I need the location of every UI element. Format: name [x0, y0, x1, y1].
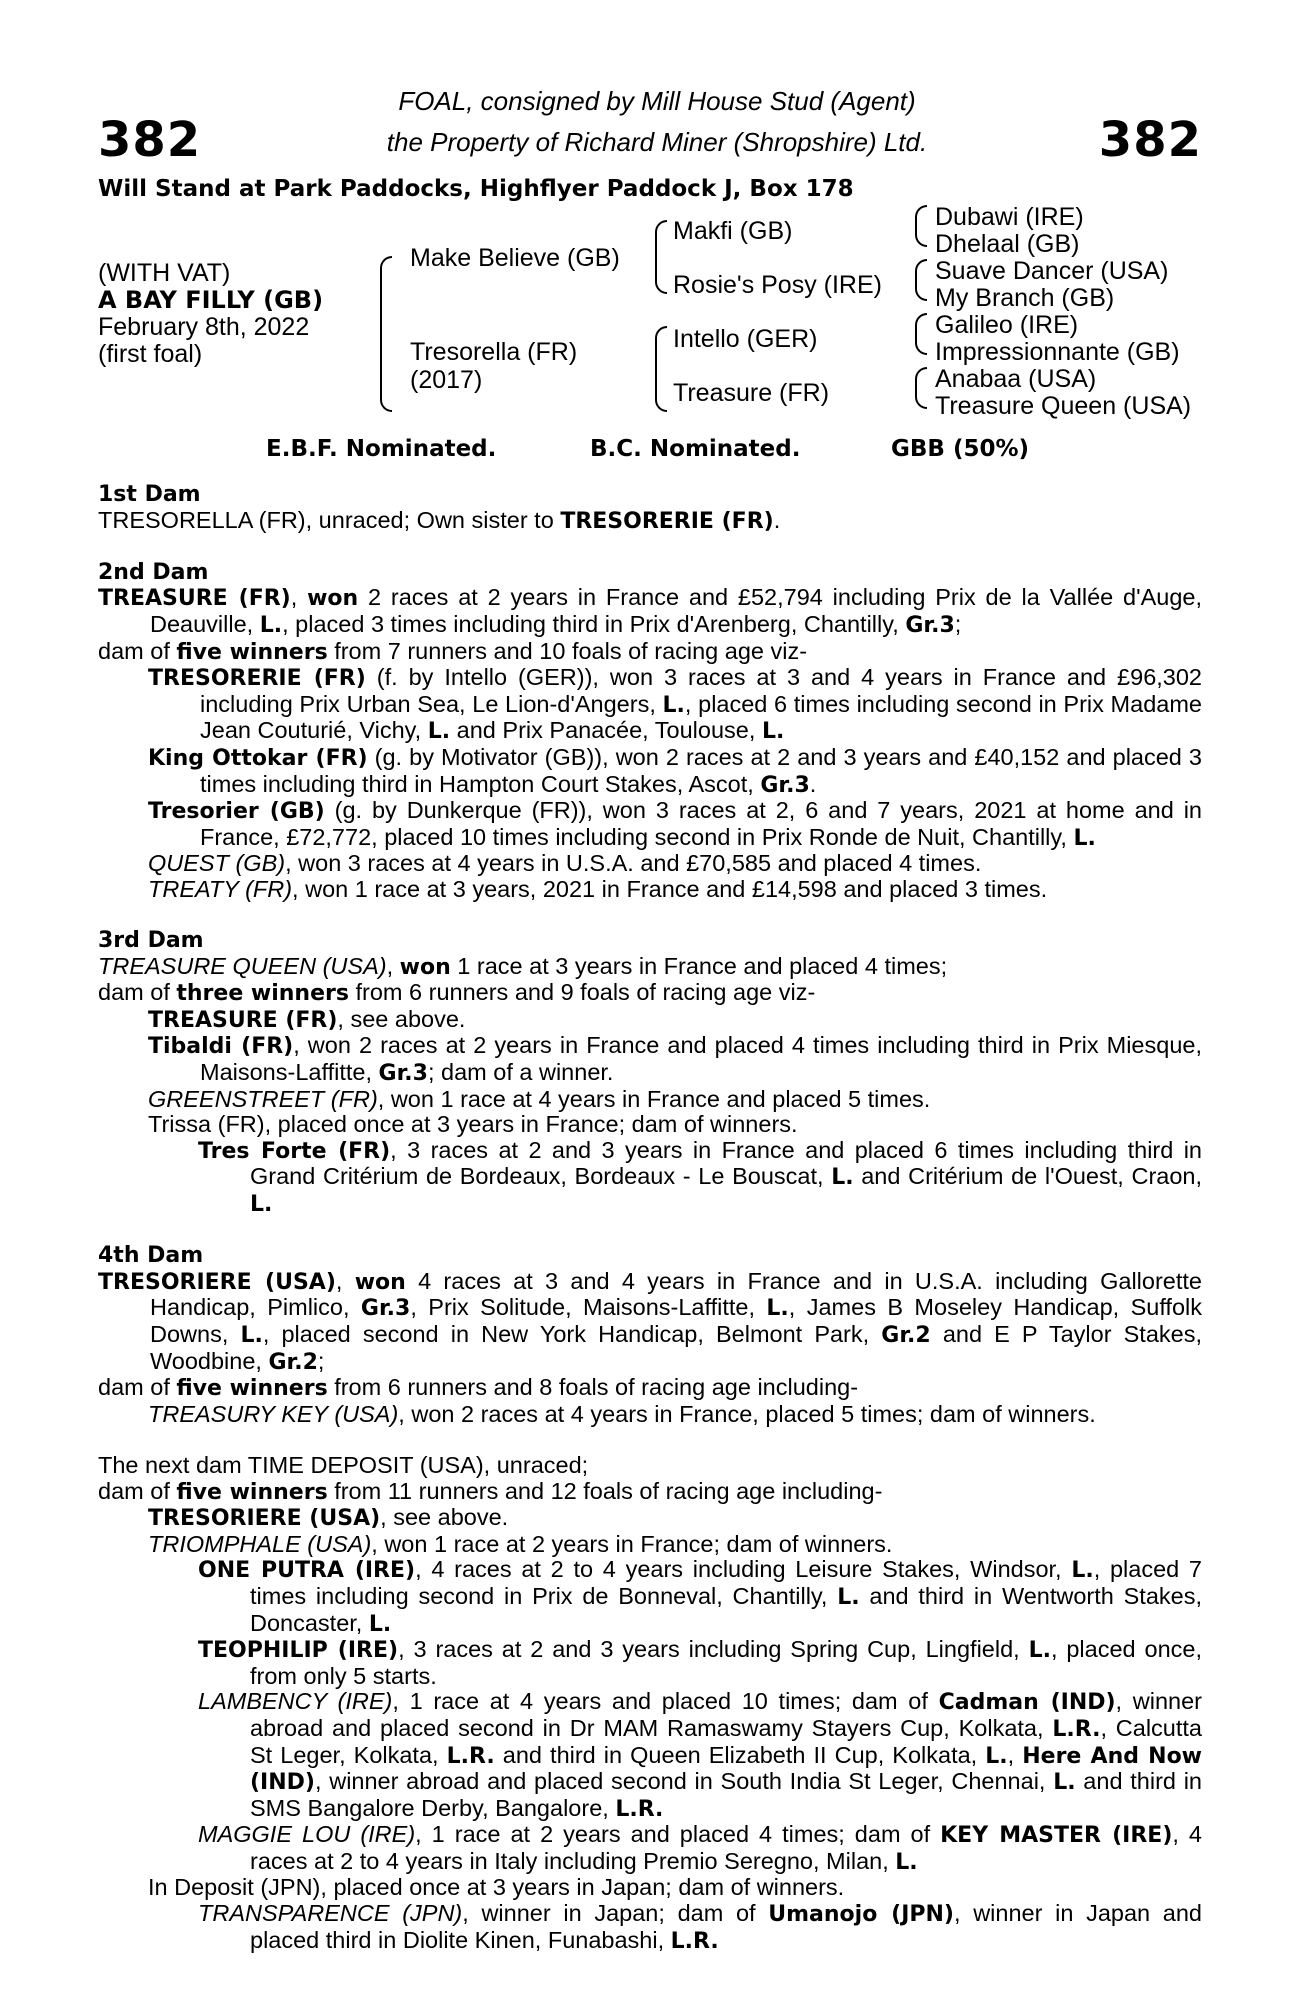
foal-note: (first foal)	[98, 340, 203, 368]
produce-one-putra: ONE PUTRA (IRE), 4 races at 2 to 4 years including Leisure Stakes, Windsor, L., placed 7 times including second in Prix de Bonneval, Chantilly, L. and third in Wentworth Stakes, Doncaster, L.	[198, 1556, 1203, 1637]
gbb-rating: GBB (50%)	[891, 436, 1030, 462]
pedigree-brace-g2	[915, 259, 927, 301]
sire: Make Believe (GB)	[410, 244, 620, 272]
sire-sire: Makfi (GB)	[673, 217, 793, 245]
consignor-line-1: FOAL, consigned by Mill House Stud (Agent)	[398, 86, 916, 116]
second-dam-heading: 2nd Dam	[98, 559, 209, 585]
lot-number-right: 382	[1098, 112, 1202, 168]
stand-location: Will Stand at Park Paddocks, Highflyer Paddock J, Box 178	[98, 176, 854, 202]
ancestor-1: Dubawi (IRE)	[935, 203, 1084, 231]
foaling-date: February 8th, 2022	[98, 313, 310, 341]
produce-in-deposit: In Deposit (JPN), placed once at 3 years in Japan; dam of winners.	[148, 1874, 845, 1901]
produce-tresorier: Tresorier (GB) (g. by Dunkerque (FR)), won 3 races at 2, 6 and 7 years, 2021 at home and in France, £72,772, placed 10 times including second in Prix Ronde de Nuit, Chantilly, L.	[148, 797, 1202, 851]
dam: Tresorella (FR)	[410, 338, 578, 366]
produce-triomphale: TRIOMPHALE (USA), won 1 race at 2 years in France; dam of winners.	[148, 1530, 893, 1557]
ancestor-8: Treasure Queen (USA)	[935, 392, 1192, 420]
lot-number-left: 382	[98, 112, 202, 168]
ebf-nomination: E.B.F. Nominated.	[266, 436, 497, 462]
next-dam-record: The next dam TIME DEPOSIT (USA), unraced;	[98, 1451, 589, 1478]
fourth-dam-produce-summary: dam of five winners from 6 runners and 8 foals of racing age including-	[98, 1374, 859, 1402]
dam-dam: Treasure (FR)	[673, 379, 830, 407]
second-dam-produce-summary: dam of five winners from 7 runners and 10 foals of racing age viz-	[98, 637, 808, 665]
catalogue-body	[98, 482, 1202, 1954]
third-dam-heading: 3rd Dam	[98, 928, 204, 954]
fourth-dam-heading: 4th Dam	[98, 1243, 204, 1269]
produce-tibaldi: Tibaldi (FR), won 2 races at 2 years in France and placed 4 times including third in Prix Miesque, Maisons-Laffitte, Gr.3; dam of a winner.	[148, 1032, 1202, 1087]
first-dam-text: TRESORELLA (FR), unraced; Own sister to TRESORERIE (FR).	[98, 506, 781, 534]
dam-year: (2017)	[410, 366, 483, 394]
third-dam-record: TREASURE QUEEN (USA), won 1 race at 3 years in France and placed 4 times;	[98, 952, 948, 980]
pedigree-brace-sire	[655, 220, 667, 294]
produce-tresoriere: TRESORIERE (USA), see above.	[148, 1504, 509, 1532]
produce-treasury-key: TREASURY KEY (USA), won 2 races at 4 years in France, placed 5 times; dam of winners.	[148, 1400, 1096, 1427]
produce-trissa: Trissa (FR), placed once at 3 years in France; dam of winners.	[148, 1111, 798, 1138]
produce-teophilip: TEOPHILIP (IRE), 3 races at 2 and 3 years including Spring Cup, Lingfield, L., placed once, from only 5 starts.	[198, 1636, 1202, 1689]
ancestor-5: Galileo (IRE)	[935, 311, 1079, 339]
ancestor-7: Anabaa (USA)	[935, 365, 1097, 393]
sire-dam: Rosie's Posy (IRE)	[673, 271, 882, 299]
pedigree-brace-g3	[915, 313, 927, 355]
vat-note: (WITH VAT)	[98, 259, 231, 287]
produce-maggie-lou: MAGGIE LOU (IRE), 1 race at 2 years and placed 4 times; dam of KEY MASTER (IRE), 4 races at 2 to 4 years in Italy including Premio Seregno, Milan, L.	[198, 1821, 1203, 1875]
produce-treasure: TREASURE (FR), see above.	[148, 1005, 466, 1033]
pedigree-brace-g4	[915, 367, 927, 409]
consignor-line-2: the Property of Richard Miner (Shropshire) Ltd.	[386, 127, 928, 157]
dam-sire: Intello (GER)	[673, 325, 818, 353]
produce-transparence: TRANSPARENCE (JPN), winner in Japan; dam of Umanojo (JPN), winner in Japan and placed third in Diolite Kinen, Funabashi, L.R.	[198, 1900, 1202, 1954]
produce-greenstreet: GREENSTREET (FR), won 1 race at 4 years in France and placed 5 times.	[148, 1085, 931, 1112]
first-dam-heading: 1st Dam	[98, 482, 201, 507]
produce-tres-forte: Tres Forte (FR), 3 races at 2 and 3 years in France and placed 6 times including third in Grand Critérium de Bordeaux, Bordeaux - Le Bouscat, L. and Critérium de l'Ouest, Craon, L.	[198, 1136, 1203, 1218]
pedigree-brace-dam	[655, 326, 667, 412]
next-dam-produce-summary: dam of five winners from 11 runners and 12 foals of racing age including-	[98, 1477, 883, 1505]
ancestor-3: Suave Dancer (USA)	[935, 257, 1169, 285]
bc-nomination: B.C. Nominated.	[590, 436, 801, 462]
second-dam-record: TREASURE (FR), won 2 races at 2 years in France and £52,794 including Prix de la Vallée d'Auge, Deauville, L., placed 3 times including third in Prix d'Arenberg, Chantilly, Gr.3;	[98, 584, 1202, 638]
fourth-dam-record: TRESORIERE (USA), won 4 races at 3 and 4 years in France and in U.S.A. including Gallorette Handicap, Pimlico, Gr.3, Prix Solitude, Maisons-Laffitte, L., James B Moseley Handicap, Suffolk Downs, L., placed second in New York Handicap, Belmont Park, Gr.2 and E P Taylor Stakes, Woodbine, Gr.2;	[98, 1267, 1203, 1375]
pedigree-brace-main	[380, 256, 392, 412]
ancestor-2: Dhelaal (GB)	[935, 230, 1080, 258]
produce-treaty: TREATY (FR), won 1 race at 3 years, 2021 in France and £14,598 and placed 3 times.	[148, 875, 1048, 902]
lot-name: A BAY FILLY (GB)	[98, 286, 324, 314]
ancestor-4: My Branch (GB)	[935, 284, 1115, 312]
ancestor-6: Impressionnante (GB)	[935, 338, 1180, 366]
produce-king-ottokar: King Ottokar (FR) (g. by Motivator (GB)), won 2 races at 2 and 3 years and £40,152 and placed 3 times including third in Hampton Court Stakes, Ascot, Gr.3.	[148, 743, 1202, 798]
produce-lambency: LAMBENCY (IRE), 1 race at 4 years and placed 10 times; dam of Cadman (IND), winner abroad and placed second in Dr MAM Ramaswamy Stayers Cup, Kolkata, L.R., Calcutta St Leger, Kolkata, L.R. and third in Queen Elizabeth II Cup, Kolkata, L., Here And Now (IND), winner abroad and placed second in South India St Leger, Chennai, L. and third in SMS Bangalore Derby, Bangalore, L.R.	[198, 1688, 1203, 1822]
produce-quest: QUEST (GB), won 3 races at 4 years in U.S.A. and £70,585 and placed 4 times.	[148, 850, 982, 877]
third-dam-produce-summary: dam of three winners from 6 runners and 9 foals of racing age viz-	[98, 979, 816, 1007]
produce-tresorerie: TRESORERIE (FR) (f. by Intello (GER)), won 3 races at 3 and 4 years in France and £96,302 including Prix Urban Sea, Le Lion-d'Angers, L., placed 6 times including second in Prix Madame Jean Couturié, Vichy, L. and Prix Panacée, Toulouse, L.	[148, 664, 1202, 745]
pedigree-brace-g1	[915, 205, 927, 247]
